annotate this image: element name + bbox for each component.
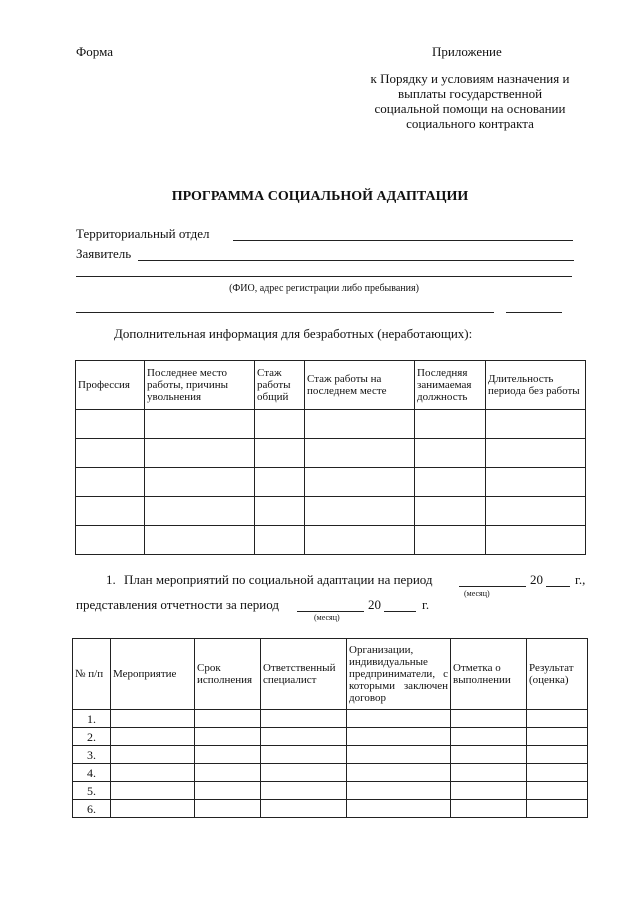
plan-month-caption: (месяц) xyxy=(464,589,490,598)
table-cell[interactable] xyxy=(415,497,486,526)
table-cell[interactable] xyxy=(347,710,451,728)
table-cell[interactable] xyxy=(347,764,451,782)
table-row xyxy=(76,468,586,497)
territorial-label: Территориальный отдел xyxy=(76,226,210,241)
table-cell[interactable] xyxy=(527,800,588,818)
table-cell[interactable] xyxy=(486,526,586,555)
table-cell[interactable] xyxy=(255,410,305,439)
form-label: Форма xyxy=(76,44,113,59)
report-year-prefix: 20 xyxy=(368,597,381,612)
table-cell[interactable] xyxy=(111,764,195,782)
col-header-last-place-experience: Стаж работы на последнем месте xyxy=(305,361,415,410)
table-cell[interactable] xyxy=(145,526,255,555)
report-month-caption: (месяц) xyxy=(314,613,340,622)
table-cell[interactable] xyxy=(415,526,486,555)
row-number: 2. xyxy=(73,728,111,746)
table-cell[interactable] xyxy=(195,710,261,728)
plan-year-prefix: 20 xyxy=(530,572,543,587)
table-cell[interactable] xyxy=(305,526,415,555)
table-cell[interactable] xyxy=(347,782,451,800)
table-cell[interactable] xyxy=(486,439,586,468)
table-cell[interactable] xyxy=(451,728,527,746)
table-cell[interactable] xyxy=(111,800,195,818)
fio-caption: (ФИО, адрес регистрации либо пребывания) xyxy=(229,283,419,294)
appendix-block xyxy=(350,71,590,131)
territorial-input-line[interactable] xyxy=(233,240,573,241)
plan-line2-text: представления отчетности за период xyxy=(76,597,279,612)
plan-year-suffix: г., xyxy=(575,572,586,587)
unemployed-info-label: Дополнительная информация для безработных (неработающих): xyxy=(114,326,473,341)
table-cell[interactable] xyxy=(145,497,255,526)
table-cell[interactable] xyxy=(111,728,195,746)
applicant-label: Заявитель xyxy=(76,246,132,261)
table-cell[interactable] xyxy=(261,800,347,818)
table-cell[interactable] xyxy=(415,468,486,497)
plan-table xyxy=(72,638,588,818)
col-header-deadline: Срок исполнения xyxy=(195,639,261,710)
col-header-completion-mark: Отметка о выполнении xyxy=(451,639,527,710)
col-header-last-job: Последнее место работы, причины увольнения xyxy=(145,361,255,410)
col-header-number: № п/п xyxy=(73,639,111,710)
appendix-title: Приложение xyxy=(432,44,502,59)
report-year-input-line[interactable] xyxy=(384,611,416,612)
table-cell[interactable] xyxy=(195,800,261,818)
table-row xyxy=(73,782,588,800)
table-cell[interactable] xyxy=(255,526,305,555)
table-cell[interactable] xyxy=(486,468,586,497)
table-cell[interactable] xyxy=(347,728,451,746)
report-month-input-line[interactable] xyxy=(297,611,364,612)
table-cell[interactable] xyxy=(347,800,451,818)
col-header-unemployment-duration: Длительность периода без работы xyxy=(486,361,586,410)
table-cell[interactable] xyxy=(76,468,145,497)
row-number: 6. xyxy=(73,800,111,818)
table-cell[interactable] xyxy=(527,746,588,764)
table-cell[interactable] xyxy=(261,728,347,746)
table-header-row xyxy=(76,361,586,410)
table-row xyxy=(76,526,586,555)
table-cell[interactable] xyxy=(305,439,415,468)
appendix-line: к Порядку и условиям назначения и xyxy=(370,71,570,86)
table-cell[interactable] xyxy=(111,782,195,800)
plan-number: 1. xyxy=(106,572,116,587)
table-cell[interactable] xyxy=(76,410,145,439)
row-number: 4. xyxy=(73,764,111,782)
appendix-line: выплаты государственной xyxy=(397,86,543,101)
table-cell[interactable] xyxy=(415,410,486,439)
table-cell[interactable] xyxy=(305,497,415,526)
col-header-activity: Мероприятие xyxy=(111,639,195,710)
table-row xyxy=(73,746,588,764)
row-number: 1. xyxy=(73,710,111,728)
col-header-organizations: Организации, индивидуальные предприниматели, с которыми заключен договор xyxy=(347,639,451,710)
table-cell[interactable] xyxy=(451,746,527,764)
table-header-row xyxy=(73,639,588,710)
table-cell[interactable] xyxy=(347,746,451,764)
table-row xyxy=(73,710,588,728)
table-cell[interactable] xyxy=(76,526,145,555)
plan-month-input-line[interactable] xyxy=(459,586,526,587)
table-cell[interactable] xyxy=(111,746,195,764)
table-cell[interactable] xyxy=(527,710,588,728)
table-cell[interactable] xyxy=(76,497,145,526)
table-row xyxy=(76,497,586,526)
appendix-line: социального контракта xyxy=(406,116,534,131)
table-cell[interactable] xyxy=(486,410,586,439)
table-cell[interactable] xyxy=(451,782,527,800)
row-number: 3. xyxy=(73,746,111,764)
appendix-line: социальной помощи на основании xyxy=(374,101,566,116)
table-cell[interactable] xyxy=(305,410,415,439)
table-cell[interactable] xyxy=(305,468,415,497)
table-cell[interactable] xyxy=(255,497,305,526)
page-title: ПРОГРАММА СОЦИАЛЬНОЙ АДАПТАЦИИ xyxy=(171,189,469,204)
address-line-short[interactable] xyxy=(506,312,562,313)
col-header-last-position: Последняя занимаемая должность xyxy=(415,361,486,410)
table-cell[interactable] xyxy=(145,410,255,439)
table-cell[interactable] xyxy=(76,439,145,468)
table-cell[interactable] xyxy=(195,746,261,764)
plan-line1-text: План мероприятий по социальной адаптации на период xyxy=(124,572,433,587)
table-cell[interactable] xyxy=(261,782,347,800)
table-cell[interactable] xyxy=(451,710,527,728)
table-cell[interactable] xyxy=(527,782,588,800)
table-cell[interactable] xyxy=(255,439,305,468)
table-row xyxy=(76,439,586,468)
col-header-profession: Профессия xyxy=(76,361,145,410)
applicant-input-line[interactable] xyxy=(138,260,574,261)
table-cell[interactable] xyxy=(415,439,486,468)
table-cell[interactable] xyxy=(145,468,255,497)
table-cell[interactable] xyxy=(195,782,261,800)
table-cell[interactable] xyxy=(451,800,527,818)
table-cell[interactable] xyxy=(261,710,347,728)
table-cell[interactable] xyxy=(195,764,261,782)
plan-year-input-line[interactable] xyxy=(546,586,570,587)
col-header-result: Результат (оценка) xyxy=(527,639,588,710)
table-cell[interactable] xyxy=(486,497,586,526)
table-cell[interactable] xyxy=(451,764,527,782)
table-cell[interactable] xyxy=(261,746,347,764)
table-row xyxy=(76,410,586,439)
table-cell[interactable] xyxy=(195,728,261,746)
col-header-responsible: Ответственный специалист xyxy=(261,639,347,710)
report-year-suffix: г. xyxy=(422,597,430,612)
table-row xyxy=(73,800,588,818)
table-cell[interactable] xyxy=(111,710,195,728)
table-cell[interactable] xyxy=(527,764,588,782)
table-cell[interactable] xyxy=(261,764,347,782)
unemployed-info-table xyxy=(75,360,586,555)
row-number: 5. xyxy=(73,782,111,800)
address-line[interactable] xyxy=(76,312,494,313)
table-row xyxy=(73,728,588,746)
table-cell[interactable] xyxy=(145,439,255,468)
table-cell[interactable] xyxy=(527,728,588,746)
table-row xyxy=(73,764,588,782)
table-cell[interactable] xyxy=(255,468,305,497)
col-header-total-experience: Стаж работы общий xyxy=(255,361,305,410)
applicant-extra-line[interactable] xyxy=(76,276,572,277)
